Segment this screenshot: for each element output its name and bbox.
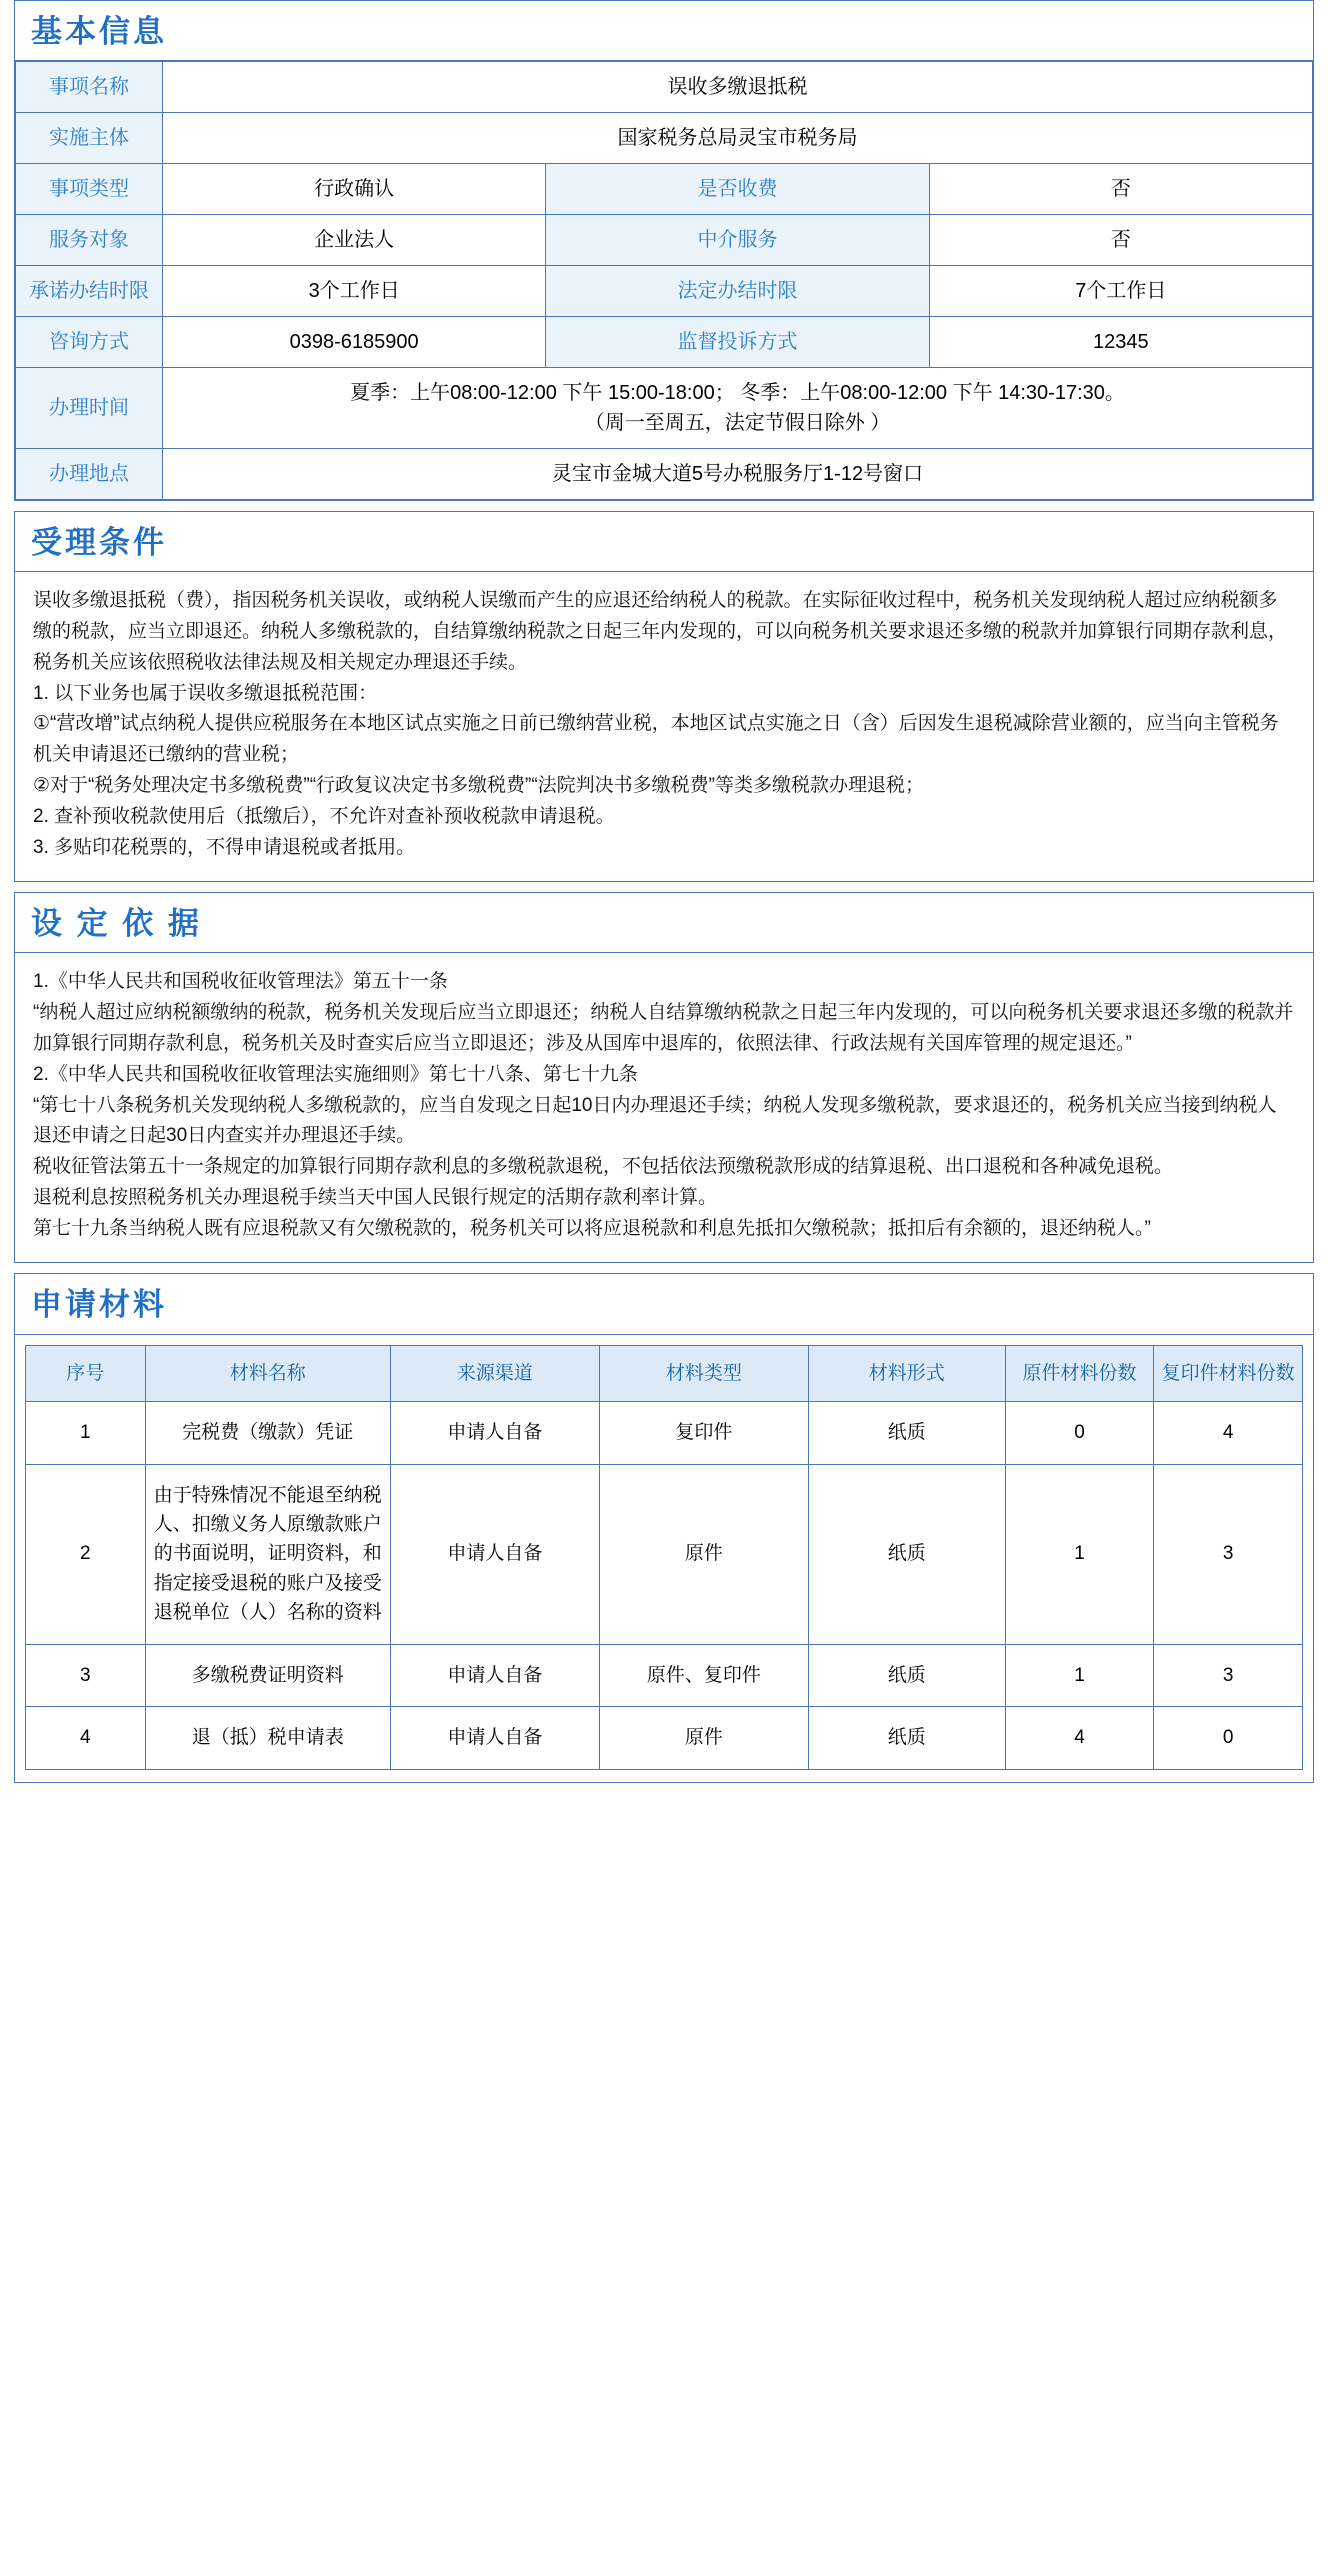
table-row [26, 1402, 1303, 1464]
cell-copy-count: 0 [1154, 1707, 1303, 1769]
section-title-acceptance-conditions: 受理条件 [15, 512, 1313, 572]
section-basic-info [14, 0, 1314, 501]
value-service-object: 企业法人 [163, 215, 546, 266]
cell-form: 纸质 [808, 1464, 1005, 1644]
label-consult: 咨询方式 [16, 317, 163, 368]
label-subject: 实施主体 [16, 113, 163, 164]
section-acceptance-conditions [14, 511, 1314, 882]
cell-name: 完税费（缴款）凭证 [145, 1402, 390, 1464]
table-row [16, 113, 1313, 164]
section-title-basic-info: 基本信息 [15, 1, 1313, 61]
header-source: 来源渠道 [390, 1345, 599, 1402]
value-subject: 国家税务总局灵宝市税务局 [163, 113, 1313, 164]
cell-original-count: 4 [1005, 1707, 1154, 1769]
cell-original-count: 0 [1005, 1402, 1154, 1464]
cell-no: 4 [26, 1707, 146, 1769]
label-item-name: 事项名称 [16, 62, 163, 113]
cell-type: 原件 [599, 1707, 808, 1769]
cell-type: 复印件 [599, 1402, 808, 1464]
section-title-legal-basis: 设 定 依 据 [15, 893, 1313, 953]
header-form: 材料形式 [808, 1345, 1005, 1402]
section-legal-basis [14, 892, 1314, 1263]
value-complaint: 12345 [929, 317, 1312, 368]
paragraph: 1.《中华人民共和国税收征收管理法》第五十一条 [33, 971, 448, 993]
table-row [16, 164, 1313, 215]
basic-info-table [15, 61, 1313, 500]
header-name: 材料名称 [145, 1345, 390, 1402]
paragraph: 税收征管法第五十一条规定的加算银行同期存款利息的多缴税款退税，不包括依法预缴税款形成的结算退税、出口退税和各种减免退税。 [33, 1156, 1174, 1178]
value-agency-service: 否 [929, 215, 1312, 266]
cell-original-count: 1 [1005, 1464, 1154, 1644]
section-title-application-materials: 申请材料 [15, 1274, 1313, 1334]
cell-name: 退（抵）税申请表 [145, 1707, 390, 1769]
cell-copy-count: 3 [1154, 1644, 1303, 1706]
value-item-type: 行政确认 [163, 164, 546, 215]
cell-no: 3 [26, 1644, 146, 1706]
cell-source: 申请人自备 [390, 1707, 599, 1769]
materials-table-head [26, 1345, 1303, 1402]
table-row [16, 449, 1313, 500]
materials-table-body [26, 1402, 1303, 1770]
paragraph: 3. 多贴印花税票的，不得申请退税或者抵用。 [33, 836, 416, 858]
cell-no: 1 [26, 1402, 146, 1464]
table-header-row [26, 1345, 1303, 1402]
paragraph: “纳税人超过应纳税额缴纳的税款，税务机关发现后应当立即退还；纳税人自结算缴纳税款之日起三年内发现的，可以向税务机关要求退还多缴的税款并加算银行同期存款利息，税务机关及时查实后应当立即退还；涉及从国库中退库的，依照法律、行政法规有关国库管理的规定退还。” [33, 1002, 1294, 1054]
table-row [16, 317, 1313, 368]
label-agency-service: 中介服务 [546, 215, 929, 266]
cell-name: 多缴税费证明资料 [145, 1644, 390, 1706]
paragraph: 退税利息按照税务机关办理退税手续当天中国人民银行规定的活期存款利率计算。 [33, 1186, 718, 1208]
paragraph: ①“营改增”试点纳税人提供应税服务在本地区试点实施之日前已缴纳营业税，本地区试点实施之日（含）后因发生退税减除营业额的，应当向主管税务机关申请退还已缴纳的营业税； [33, 713, 1279, 766]
value-item-name: 误收多缴退抵税 [163, 62, 1313, 113]
value-office-place: 灵宝市金城大道5号办税服务厅1-12号窗口 [163, 449, 1313, 500]
section-application-materials [14, 1273, 1314, 1782]
office-hours-line-1: 夏季：上午08:00-12:00 下午 15:00-18:00； 冬季：上午08:00-12:00 下午 14:30-17:30。 [350, 382, 1125, 405]
cell-source: 申请人自备 [390, 1464, 599, 1644]
office-hours-line-2: （周一至周五，法定节假日除外 ） [584, 412, 891, 435]
table-row [16, 266, 1313, 317]
materials-table-wrap [15, 1335, 1313, 1782]
value-office-hours [163, 368, 1313, 449]
label-promise-time: 承诺办结时限 [16, 266, 163, 317]
cell-original-count: 1 [1005, 1644, 1154, 1706]
materials-table [25, 1345, 1303, 1770]
cell-source: 申请人自备 [390, 1644, 599, 1706]
header-no: 序号 [26, 1345, 146, 1402]
label-office-place: 办理地点 [16, 449, 163, 500]
label-service-object: 服务对象 [16, 215, 163, 266]
cell-source: 申请人自备 [390, 1402, 599, 1464]
cell-name: 由于特殊情况不能退至纳税人、扣缴义务人原缴款账户的书面说明，证明资料，和指定接受退税的账户及接受退税单位（人）名称的资料 [145, 1464, 390, 1644]
cell-type: 原件、复印件 [599, 1644, 808, 1706]
cell-form: 纸质 [808, 1402, 1005, 1464]
label-item-type: 事项类型 [16, 164, 163, 215]
header-original-count: 原件材料份数 [1005, 1345, 1154, 1402]
table-row [26, 1644, 1303, 1706]
legal-basis-body [15, 953, 1313, 1262]
table-row [16, 368, 1313, 449]
paragraph: 1. 以下业务也属于误收多缴退抵税范围： [33, 682, 378, 704]
paragraph: 2. 查补预收税款使用后（抵缴后），不允许对查补预收税款申请退税。 [33, 805, 615, 827]
paragraph: ②对于“税务处理决定书多缴税费”“行政复议决定书多缴税费”“法院判决书多缴税费”等类多缴税款办理退税； [33, 774, 924, 796]
table-row [26, 1707, 1303, 1769]
header-type: 材料类型 [599, 1345, 808, 1402]
table-row [16, 215, 1313, 266]
label-office-hours: 办理时间 [16, 368, 163, 449]
value-promise-time: 3个工作日 [163, 266, 546, 317]
paragraph: 误收多缴退抵税（费），指因税务机关误收，或纳税人误缴而产生的应退还给纳税人的税款。在实际征收过程中，税务机关发现纳税人超过应纳税额多缴的税款，应当立即退还。纳税人多缴税款的，自结算缴纳税款之日起三年内发现的，可以向税务机关要求退还多缴的税款并加算银行同期存款利息，税务机关应该依照税收法律法规及相关规定办理退还手续。 [33, 590, 1288, 673]
label-legal-time: 法定办结时限 [546, 266, 929, 317]
table-row [26, 1464, 1303, 1644]
label-fee: 是否收费 [546, 164, 929, 215]
value-consult: 0398-6185900 [163, 317, 546, 368]
header-copy-count: 复印件材料份数 [1154, 1345, 1303, 1402]
value-legal-time: 7个工作日 [929, 266, 1312, 317]
cell-no: 2 [26, 1464, 146, 1644]
cell-type: 原件 [599, 1464, 808, 1644]
table-row [16, 62, 1313, 113]
value-fee: 否 [929, 164, 1312, 215]
cell-copy-count: 4 [1154, 1402, 1303, 1464]
paragraph: 第七十九条当纳税人既有应退税款又有欠缴税款的，税务机关可以将应退税款和利息先抵扣欠缴税款；抵扣后有余额的，退还纳税人。” [33, 1217, 1151, 1239]
cell-form: 纸质 [808, 1707, 1005, 1769]
label-complaint: 监督投诉方式 [546, 317, 929, 368]
paragraph: “第七十八条税务机关发现纳税人多缴税款的，应当自发现之日起10日内办理退还手续；纳税人发现多缴税款，要求退还的，税务机关应当接到纳税人退还申请之日起30日内查实并办理退还手续。 [33, 1094, 1277, 1147]
paragraph: 2.《中华人民共和国税收征收管理法实施细则》第七十八条、第七十九条 [33, 1063, 638, 1085]
acceptance-conditions-body [15, 572, 1313, 881]
cell-copy-count: 3 [1154, 1464, 1303, 1644]
cell-form: 纸质 [808, 1644, 1005, 1706]
